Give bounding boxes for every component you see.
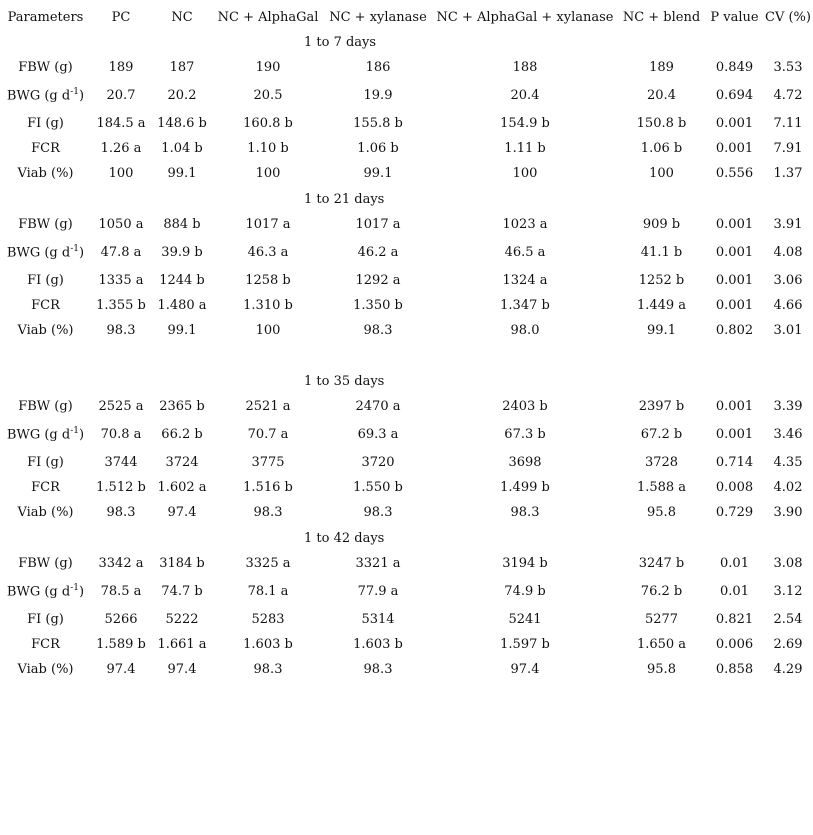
value-cell: 46.3 a [247,245,289,260]
section-spacer-cell [0,368,91,394]
value-cell: 3.08 [773,556,803,571]
value-cell: 1.588 a [636,480,687,495]
param-label: BWG (g d [6,88,71,104]
value-cell: 184.5 a [96,116,146,131]
value-cell: 148.6 b [157,116,207,131]
value-cell: 5277 [644,612,679,627]
value-cell: 97.4 [167,662,197,677]
value-cell: 0.006 [715,637,754,652]
section-row [0,368,813,394]
value-cell: 0.001 [715,427,754,442]
value-cell: 1023 a [502,217,548,232]
param-cell: Viab (%) [17,166,74,181]
value-cell: 20.2 [167,88,197,103]
value-cell: 3194 b [502,556,548,571]
table-row [0,55,813,80]
table-row [0,111,813,136]
param-cell [0,80,91,111]
value-cell: 1.26 a [100,141,142,156]
table-row [0,318,813,343]
value-cell: 20.4 [647,88,676,103]
table-row [0,136,813,161]
value-cell: 20.5 [253,88,283,103]
value-cell: 1.589 b [96,637,146,652]
value-cell: 3.01 [773,323,803,338]
column-header: CV (%) [765,9,811,25]
param-cell: Viab (%) [17,323,74,338]
value-cell: 3.12 [773,584,803,599]
section-row [0,186,813,212]
param-superscript: -1 [70,426,79,437]
column-header: Parameters [7,9,84,25]
value-cell: 3.46 [773,427,803,442]
value-cell: 95.8 [647,662,676,677]
value-cell: 99.1 [167,323,197,338]
value-cell: 3775 [251,455,285,470]
value-cell: 1017 a [245,217,291,232]
value-cell: 0.001 [715,245,754,260]
value-cell: 1.603 b [353,637,403,652]
value-cell: 3.90 [773,505,803,520]
column-header: NC + xylanase [329,9,427,25]
value-cell: 0.001 [715,298,754,313]
value-cell: 1.602 a [157,480,207,495]
value-cell: 98.3 [106,323,136,338]
section-spacer-cell [0,186,91,212]
param-cell: FI (g) [27,116,64,131]
param-cell: FBW (g) [18,399,73,414]
value-cell: 5241 [508,612,542,627]
value-cell: 1.550 b [353,480,403,495]
value-cell: 1.516 b [243,480,293,495]
value-cell: 884 b [163,217,201,232]
value-cell: 1.11 b [504,141,546,156]
value-cell: 39.9 b [161,245,203,260]
table-row [0,450,813,475]
table-row [0,268,813,293]
header-row [0,5,813,29]
value-cell: 5283 [251,612,285,627]
value-cell: 20.7 [106,88,136,103]
section-row [0,29,813,55]
value-cell: 0.694 [715,88,754,103]
value-cell: 3.39 [773,399,803,414]
table-row [0,293,813,318]
value-cell: 70.8 a [100,427,142,442]
value-cell: 4.72 [773,88,803,103]
value-cell: 190 [255,60,281,75]
value-cell: 1.10 b [247,141,289,156]
value-cell: 2521 a [245,399,291,414]
value-cell: 1.350 b [353,298,403,313]
value-cell: 100 [649,166,674,181]
value-cell: 5314 [361,612,395,627]
value-cell: 98.3 [363,323,393,338]
table-header [0,5,813,29]
value-cell: 1.37 [773,166,803,181]
value-cell: 0.01 [720,584,749,599]
value-cell: 0.802 [715,323,754,338]
value-cell: 1.603 b [243,637,293,652]
section-spacer-cell [0,29,91,55]
value-cell: 5222 [165,612,199,627]
value-cell: 95.8 [647,505,676,520]
value-cell: 154.9 b [500,116,550,131]
value-cell: 2470 a [355,399,401,414]
value-cell: 3744 [104,455,138,470]
value-cell: 2365 b [159,399,205,414]
value-cell: 70.7 a [247,427,289,442]
value-cell: 0.001 [715,399,754,414]
value-cell: 2397 b [638,399,685,414]
value-cell: 2.69 [773,637,803,652]
value-cell: 1.650 a [636,637,687,652]
param-cell: FCR [31,298,60,313]
value-cell: 97.4 [167,505,197,520]
value-cell: 41.1 b [640,245,683,260]
value-cell: 187 [169,60,195,75]
section-title: 1 to 35 days [304,373,385,389]
value-cell: 4.29 [773,662,803,677]
value-cell: 1.355 b [96,298,146,313]
value-cell: 155.8 b [353,116,403,131]
section-row [0,525,813,551]
value-cell: 1.347 b [500,298,550,313]
value-cell: 1.499 b [500,480,550,495]
value-cell: 98.3 [510,505,540,520]
table-row [0,80,813,111]
value-cell: 1292 a [355,273,401,288]
param-superscript: -1 [70,583,79,594]
value-cell: 1258 b [245,273,291,288]
value-cell: 1.06 b [640,141,683,156]
table-row [0,212,813,237]
value-cell: 7.11 [773,116,803,131]
value-cell: 99.1 [647,323,676,338]
column-header: NC + AlphaGal + xylanase [436,9,614,25]
value-cell: 4.08 [773,245,803,260]
table-row [0,607,813,632]
value-cell: 1.512 b [96,480,146,495]
value-cell: 3325 a [245,556,291,571]
param-cell: FBW (g) [18,60,73,75]
param-cell: FI (g) [27,612,64,627]
value-cell: 98.3 [253,505,283,520]
param-superscript: -1 [70,244,79,255]
value-cell: 3247 b [638,556,685,571]
table-row [0,657,813,682]
value-cell: 74.7 b [161,584,203,599]
value-cell: 67.2 b [640,427,683,442]
section-title: 1 to 7 days [304,34,377,50]
value-cell: 77.9 a [357,584,399,599]
value-cell: 78.5 a [100,584,142,599]
value-cell: 0.001 [715,141,754,156]
value-cell: 1.661 a [157,637,207,652]
param-cell [0,237,91,268]
value-cell: 3724 [165,455,199,470]
value-cell: 3.06 [773,273,803,288]
value-cell: 1.04 b [161,141,203,156]
value-cell: 5266 [104,612,138,627]
value-cell: 100 [512,166,538,181]
value-cell: 98.0 [510,323,540,338]
value-cell: 1252 b [638,273,685,288]
value-cell: 150.8 b [636,116,687,131]
table-row [0,551,813,576]
param-cell: Viab (%) [17,505,74,520]
value-cell: 1050 a [98,217,144,232]
value-cell: 76.2 b [640,584,683,599]
param-cell [0,419,91,450]
column-header: NC + AlphaGal [217,9,319,25]
param-cell: FI (g) [27,273,64,288]
value-cell: 46.5 a [504,245,546,260]
value-cell: 3.91 [773,217,803,232]
value-cell: 99.1 [167,166,197,181]
column-header: P value [710,9,759,25]
param-label-end: ) [78,245,85,261]
value-cell: 97.4 [510,662,540,677]
value-cell: 3321 a [355,556,401,571]
value-cell: 0.729 [715,505,754,520]
value-cell: 0.008 [715,480,754,495]
value-cell: 1244 b [159,273,205,288]
table-row [0,500,813,525]
value-cell: 0.714 [715,455,754,470]
value-cell: 1.06 b [357,141,399,156]
value-cell: 189 [649,60,674,75]
table-row [0,475,813,500]
value-cell: 20.4 [510,88,540,103]
value-cell: 100 [108,166,134,181]
param-cell: FCR [31,637,60,652]
value-cell: 98.3 [106,505,136,520]
table-row [0,394,813,419]
value-cell: 189 [108,60,134,75]
section-spacer-cell [0,525,91,551]
value-cell: 74.9 b [504,584,546,599]
value-cell: 3728 [644,455,679,470]
table-row [0,419,813,450]
table-row [0,161,813,186]
value-cell: 47.8 a [100,245,142,260]
value-cell: 0.858 [715,662,754,677]
param-cell: FI (g) [27,455,64,470]
param-label: BWG (g d [6,245,71,261]
value-cell: 4.35 [773,455,803,470]
param-cell: Viab (%) [17,662,74,677]
value-cell: 97.4 [106,662,136,677]
value-cell: 0.821 [715,612,754,627]
value-cell: 99.1 [363,166,393,181]
value-cell: 19.9 [363,88,393,103]
column-header: NC + blend [622,9,701,25]
value-cell: 0.001 [715,273,754,288]
value-cell: 160.8 b [243,116,293,131]
value-cell: 2525 a [98,399,144,414]
value-cell: 69.3 a [357,427,399,442]
value-cell: 0.849 [715,60,754,75]
column-header: PC [111,9,131,25]
spacer-row [0,343,813,368]
value-cell: 186 [365,60,391,75]
value-cell: 7.91 [773,141,803,156]
value-cell: 1324 a [502,273,548,288]
value-cell: 67.3 b [504,427,546,442]
param-cell: FCR [31,141,60,156]
param-superscript: -1 [70,87,79,98]
value-cell: 4.66 [773,298,803,313]
table-body [0,29,813,682]
param-cell: FBW (g) [18,217,73,232]
table-row [0,576,813,607]
value-cell: 0.556 [715,166,754,181]
param-cell: FCR [31,480,60,495]
value-cell: 909 b [642,217,681,232]
param-cell: FBW (g) [18,556,73,571]
value-cell: 1335 a [98,273,144,288]
value-cell: 1017 a [355,217,401,232]
spacer-cell [0,343,813,368]
performance-table [0,5,813,682]
table-row [0,632,813,657]
value-cell: 3.53 [773,60,803,75]
value-cell: 3342 a [98,556,144,571]
value-cell: 2403 b [502,399,548,414]
column-header: NC [171,9,193,25]
value-cell: 0.001 [715,116,754,131]
value-cell: 46.2 a [357,245,399,260]
value-cell: 0.01 [720,556,749,571]
value-cell: 0.001 [715,217,754,232]
value-cell: 3720 [361,455,395,470]
param-label: BWG (g d [6,427,71,443]
value-cell: 3184 b [159,556,205,571]
value-cell: 98.3 [363,505,393,520]
param-label: BWG (g d [6,584,71,600]
value-cell: 2.54 [773,612,803,627]
param-label-end: ) [78,88,85,104]
value-cell: 1.449 a [636,298,687,313]
value-cell: 100 [255,166,281,181]
param-label-end: ) [78,584,85,600]
value-cell: 1.480 a [157,298,207,313]
value-cell: 66.2 b [161,427,203,442]
value-cell: 100 [255,323,281,338]
value-cell: 1.310 b [243,298,293,313]
param-cell [0,576,91,607]
value-cell: 1.597 b [500,637,550,652]
value-cell: 98.3 [253,662,283,677]
table-row [0,237,813,268]
value-cell: 98.3 [363,662,393,677]
value-cell: 4.02 [773,480,803,495]
value-cell: 188 [512,60,538,75]
section-title: 1 to 21 days [304,191,385,207]
param-label-end: ) [78,427,85,443]
section-title: 1 to 42 days [304,530,385,546]
value-cell: 3698 [508,455,542,470]
value-cell: 78.1 a [247,584,289,599]
